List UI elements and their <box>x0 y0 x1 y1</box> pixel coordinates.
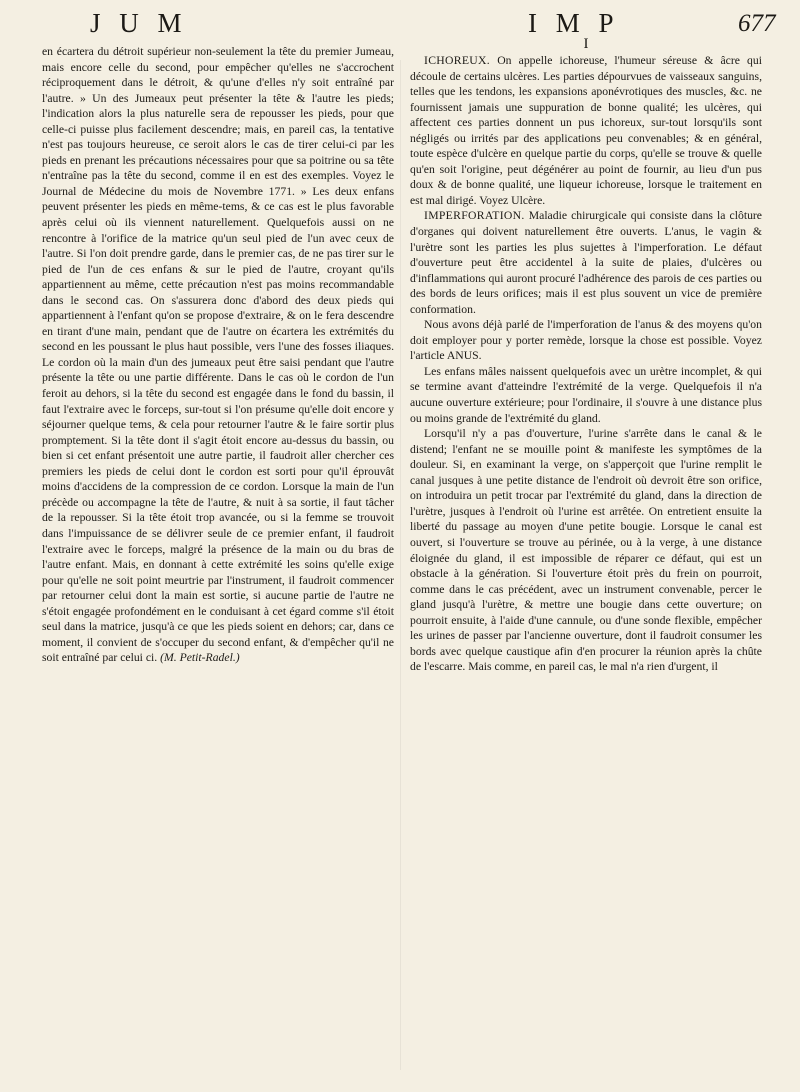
entry-text-ichoreux: On appelle ichoreuse, l'humeur séreuse & âcre qui découle de certains ulcères. Les parties dépourvues de vaisseaux sanguins, telles que les tendons, les expansions aponévrotiques des muscles, &c. ne fournissent jamais une suppuration de bonne qualité; les ulcères, qui affectent ces parties donnent un pus ichoreux, sur-tout lorsqu'ils sont négligés ou irrités par des applications peu convenables; & en général, toute espèce d'ulcère en quelque partie du corps, qu'elle se trouve & quelle qu'en soit l'origine, peut dégénérer au point de fournir, au lieu d'un pus doux & de bonne qualité, une liqueur ichoreuse, lorsque le traitement en est mal dirigé. Voyez Ulcère. <box>410 54 762 207</box>
entry-imperforation <box>410 208 762 317</box>
left-column <box>42 44 394 666</box>
right-column <box>410 36 762 675</box>
entry-title-ichoreux: ICHOREUX. <box>424 54 491 67</box>
entry-text-imperforation: Maladie chirurgicale qui consiste dans la clôture d'organes qui doivent naturellement être ouverts. L'anus, le vagin & l'urètre sont les parties les plus sujettes à l'imperforation. Le défaut d'ouverture peut être accidentel à la suite de plaies, d'ulcères ou d'inflammations qui auront procuré l'adhérence des parois de ces parties ou des bords de leurs orifices; mais il est plus souvent un vice de première conformation. <box>410 209 762 316</box>
right-running-title: I M P <box>528 8 620 38</box>
paragraph-urethre: Les enfans mâles naissent quelquefois avec un urètre incomplet, & qui se termine avant d'atteindre l'extrémité de la verge. Quelquefois il n'a aucune ouverture extérieure; pour l'ordinaire, il s'ouvre à une distance plus ou moins grande de l'extrémité du gland. <box>410 364 762 425</box>
entry-ichoreux <box>410 53 762 208</box>
section-letter: I <box>583 36 589 52</box>
column-gutter <box>400 60 401 1070</box>
left-body-text: en écartera du détroit supérieur non-seulement la tête du premier Jumeau, mais encore celle du second, pour empêcher qu'elles ne s'accrochent réciproquement dans le détroit, & qu'une d'elles n'y soit entraîné par l'autre. » Un des Jumeaux peut présenter la tête & l'autre les pieds; l'indication alors la plus naturelle sera de repousser les pieds, pour que celle-ci puisse plus facilement descendre; mais, en pareil cas, la tentative n'est pas toujours heureuse, ce seroit alors le cas de tirer celui-ci par les pieds en prenant les précautions nécessaires pour que sa poitrine ou sa tête n'entraîne pas la tête du second, comme il en est des exemples. Voyez le Journal de Médecine du mois de Novembre 1771. » Les deux enfans peuvent présenter les pieds en même-tems, & ce cas est le plus favorable après celui où ils viennent naturellement. Quelquefois aussi on ne rencontre à l'orifice de la matrice qu'un seul pied de l'un avec ceux de l'autre. Si l'on doit prendre garde, dans le premier cas, de ne pas tirer sur le pied de l'un de ces enfans & sur le pied de l'autre, croyant qu'ils appartiennent au même, cette précaution n'est pas moins recommandable dans le second cas. On s'assurera donc d'abord des deux pieds qui appartiennent à l'enfant qu'on se propose d'extraire, & on le fera descendre en tirant d'une main, pendant que de l'autre on écartera les extrémités du second en les poussant le plus haut possible, vers l'une des fosses iliaques. Le cordon où la main d'un des jumeaux peut être saisi pendant que l'autre présente la tête ou une partie différente. Dans le cas où le cordon de l'un feroit au dehors, si la tête du second est engagée dans le fond du bassin, il faut l'extraire avec le forceps, sur-tout si l'on présume qu'elle doit encore y séjourner quelque tems, & cela pour retourner l'autre & le faire sortir plus promptement. Si la tête dont il s'agit étoit encore au-dessus du bassin, ou bien si cet enfant présentoit une autre partie, il faudroit aller chercher ces premiers les pieds de celui dont le cordon est sorti pour qu'il éprouvât moins d'accidens de la compression de ce cordon. Lorsque la main de l'un précède ou accompagne la tête de l'autre, & nuit à sa sortie, il faut tâcher de la repousser. Si la tête étoit trop avancée, ou si la femme se trouvoit dans l'impuissance de se délivrer seule de ce premier enfant, il faudroit l'extraire avec le forceps, malgré la présence de la main ou du bras de l'autre enfant. Mais, en donnant à cette extrémité les soins qu'elle exige pour qu'elle ne soit point meurtrie par l'instrument, il faudroit commencer par retourner celui dont la main est sortie, si aucune partie de l'autre ne s'étoit engagée profondément en le conduisant à cet égard comme s'il étoit seul dans la matrice, jusqu'à ce que les pieds soient en dehors; car, dans ce moment, il convient de s'occuper du second enfant, & d'empêcher qu'il ne soit entraîné par celui ci. <box>42 45 394 665</box>
running-header <box>0 6 800 40</box>
paragraph-anus: Nous avons déjà parlé de l'imperforation de l'anus & des moyens qu'on doit employer pour y porter remède, lorsque la chose est possible. Voyez l'article ANUS. <box>410 318 762 363</box>
entry-title-imperforation: IMPERFORATION. <box>424 209 525 223</box>
paragraph-treatment: Lorsqu'il n'y a pas d'ouverture, l'urine s'arrête dans le canal & le distend; l'enfant ne se mouille point & manifeste les symptômes de la douleur. Si, en examinant la verge, on s'apperçoit que l'urine remplit le canal jusques à une petite distance de l'endroit où devroit être son orifice, on introduira un petit trocar par l'extrémité du gland, dans la direction de l'urètre, jusques à l'endroit où l'urine est arrêtée. On entretient ensuite la liberté du passage au moyen d'une petite bougie. Lorsque le canal est ouvert, si l'ouverture se trouve au périnée, ou à la verge, à une distance éloignée du gland, il est impossible de réparer ce défaut, qui est un obstacle à la génération. Si l'ouverture étoit près du frein on pourroit, comme dans le cas précédent, avec un instrument convenable, percer le gland jusqu'à l'urètre, & mettre une bougie dans cette ouverture; on pourroit ensuite, à l'aide d'une cannule, ou d'une sonde flexible, empêcher les urines de passer par l'ancienne ouverture, dont il faudroit consumer les bords avec quelque caustique afin d'en procurer la réunion après la chûte de l'escarre. Mais comme, en pareil cas, le mal n'a rien d'urgent, il <box>410 427 762 674</box>
page-number: 677 <box>738 10 776 37</box>
author-attribution: (M. Petit-Radel.) <box>160 651 240 665</box>
left-paragraph <box>42 44 394 666</box>
left-running-title: J U M <box>90 8 188 38</box>
